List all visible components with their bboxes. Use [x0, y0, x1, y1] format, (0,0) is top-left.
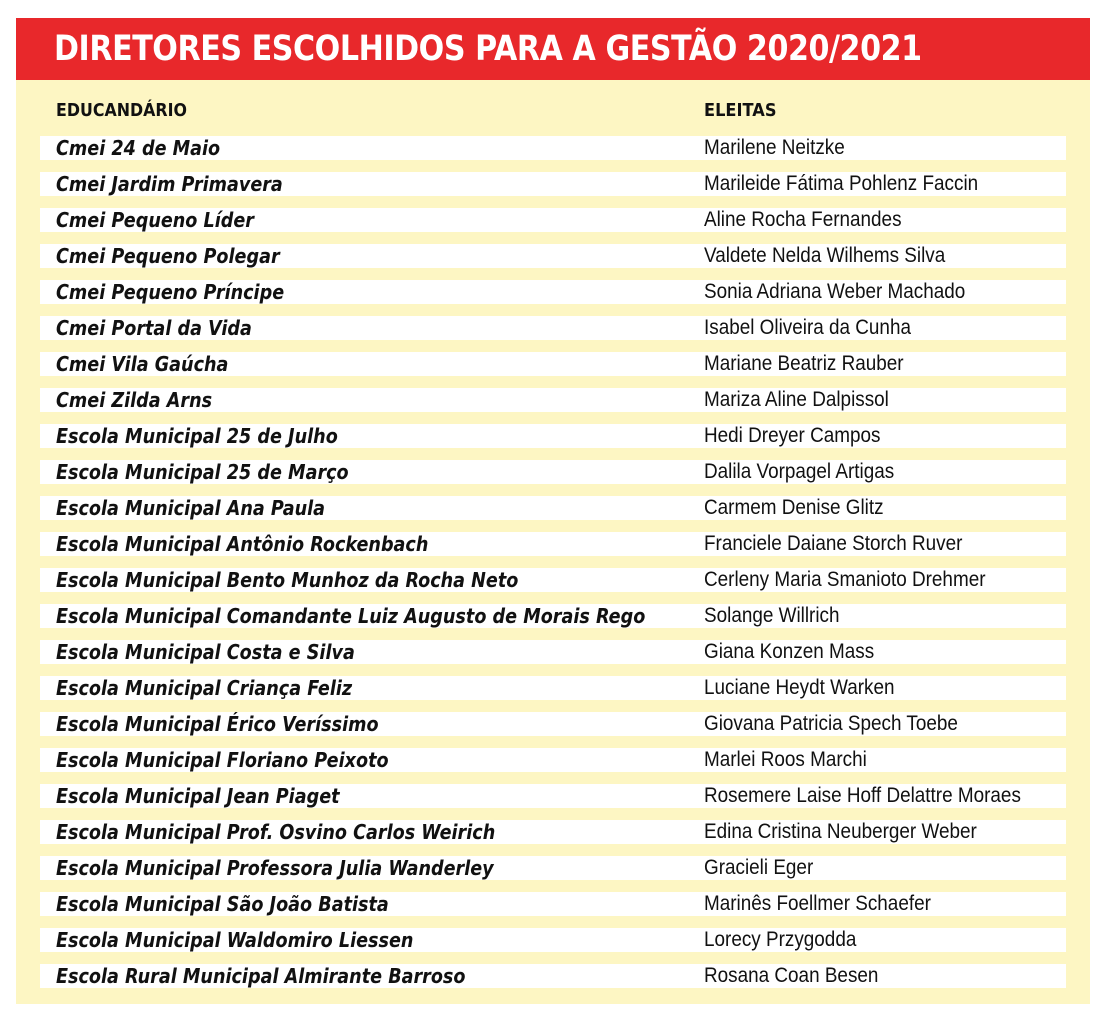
table-row [16, 706, 1090, 742]
school-name: Escola Municipal Bento Munhoz da Rocha Neto [56, 568, 519, 592]
school-name: Escola Rural Municipal Almirante Barroso [56, 964, 466, 988]
table-row [16, 958, 1090, 994]
school-name: Escola Municipal Ana Paula [56, 496, 326, 520]
school-name: Escola Municipal Érico Veríssimo [56, 712, 379, 736]
school-name: Escola Municipal 25 de Julho [56, 424, 338, 448]
table-row [16, 274, 1090, 310]
directors-table-card [16, 18, 1090, 1004]
table-row [16, 814, 1090, 850]
school-name: Cmei Pequeno Príncipe [56, 280, 285, 304]
elected-director-name: Edina Cristina Neuberger Weber [704, 820, 977, 843]
table-row [16, 202, 1090, 238]
elected-director-name: Dalila Vorpagel Artigas [704, 460, 895, 483]
school-name: Cmei 24 de Maio [56, 136, 221, 160]
school-name: Cmei Jardim Primavera [56, 172, 283, 196]
elected-director-name: Mariza Aline Dalpissol [704, 388, 889, 411]
elected-director-name: Isabel Oliveira da Cunha [704, 316, 911, 339]
column-header-school: EDUCANDÁRIO [56, 100, 187, 121]
school-name: Escola Municipal Comandante Luiz Augusto de Morais Rego [56, 604, 646, 628]
school-name: Escola Municipal Costa e Silva [56, 640, 355, 664]
table-row [16, 238, 1090, 274]
table-row [16, 850, 1090, 886]
elected-director-name: Marlei Roos Marchi [704, 748, 867, 771]
table-row [16, 778, 1090, 814]
table-row [16, 670, 1090, 706]
elected-director-name: Aline Rocha Fernandes [704, 208, 902, 231]
elected-director-name: Sonia Adriana Weber Machado [704, 280, 966, 303]
table-row [16, 418, 1090, 454]
table-row [16, 526, 1090, 562]
elected-director-name: Marileide Fátima Pohlenz Faccin [704, 172, 979, 195]
school-name: Cmei Pequeno Polegar [56, 244, 280, 268]
table-row [16, 382, 1090, 418]
elected-director-name: Cerleny Maria Smanioto Drehmer [704, 568, 986, 591]
elected-director-name: Giovana Patricia Spech Toebe [704, 712, 958, 735]
table-row [16, 598, 1090, 634]
table-row [16, 562, 1090, 598]
table-row [16, 922, 1090, 958]
school-name: Escola Municipal Professora Julia Wanderley [56, 856, 494, 880]
school-name: Cmei Zilda Arns [56, 388, 213, 412]
table-row [16, 166, 1090, 202]
school-name: Escola Municipal Criança Feliz [56, 676, 353, 700]
school-name: Escola Municipal Jean Piaget [56, 784, 340, 808]
school-name: Cmei Vila Gaúcha [56, 352, 229, 376]
table-row [16, 742, 1090, 778]
elected-director-name: Giana Konzen Mass [704, 640, 875, 663]
table-row [16, 454, 1090, 490]
school-name: Escola Municipal Prof. Osvino Carlos Weirich [56, 820, 496, 844]
directors-table [16, 92, 1090, 994]
table-row [16, 886, 1090, 922]
column-header-elected: ELEITAS [704, 100, 777, 121]
elected-director-name: Lorecy Przygodda [704, 928, 857, 951]
school-name: Cmei Pequeno Líder [56, 208, 254, 232]
table-row [16, 346, 1090, 382]
table-row [16, 490, 1090, 526]
school-name: Escola Municipal São João Batista [56, 892, 389, 916]
table-row [16, 130, 1090, 166]
school-name: Escola Municipal 25 de Março [56, 460, 349, 484]
school-name: Cmei Portal da Vida [56, 316, 252, 340]
elected-director-name: Gracieli Eger [704, 856, 814, 879]
elected-director-name: Marinês Foellmer Schaefer [704, 892, 931, 915]
elected-director-name: Rosemere Laise Hoff Delattre Moraes [704, 784, 1021, 807]
elected-director-name: Marilene Neitzke [704, 136, 845, 159]
school-name: Escola Municipal Waldomiro Liessen [56, 928, 414, 952]
elected-director-name: Hedi Dreyer Campos [704, 424, 881, 447]
elected-director-name: Rosana Coan Besen [704, 964, 879, 987]
elected-director-name: Franciele Daiane Storch Ruver [704, 532, 963, 555]
elected-director-name: Solange Willrich [704, 604, 840, 627]
elected-director-name: Carmem Denise Glitz [704, 496, 884, 519]
table-row [16, 310, 1090, 346]
school-name: Escola Municipal Floriano Peixoto [56, 748, 389, 772]
elected-director-name: Mariane Beatriz Rauber [704, 352, 904, 375]
table-row [16, 634, 1090, 670]
table-body [16, 130, 1090, 994]
school-name: Escola Municipal Antônio Rockenbach [56, 532, 429, 556]
table-header-row [16, 92, 1090, 130]
title-banner [16, 18, 1090, 80]
elected-director-name: Luciane Heydt Warken [704, 676, 895, 699]
elected-director-name: Valdete Nelda Wilhems Silva [704, 244, 946, 267]
table-title: DIRETORES ESCOLHIDOS PARA A GESTÃO 2020/2021 [54, 29, 922, 69]
